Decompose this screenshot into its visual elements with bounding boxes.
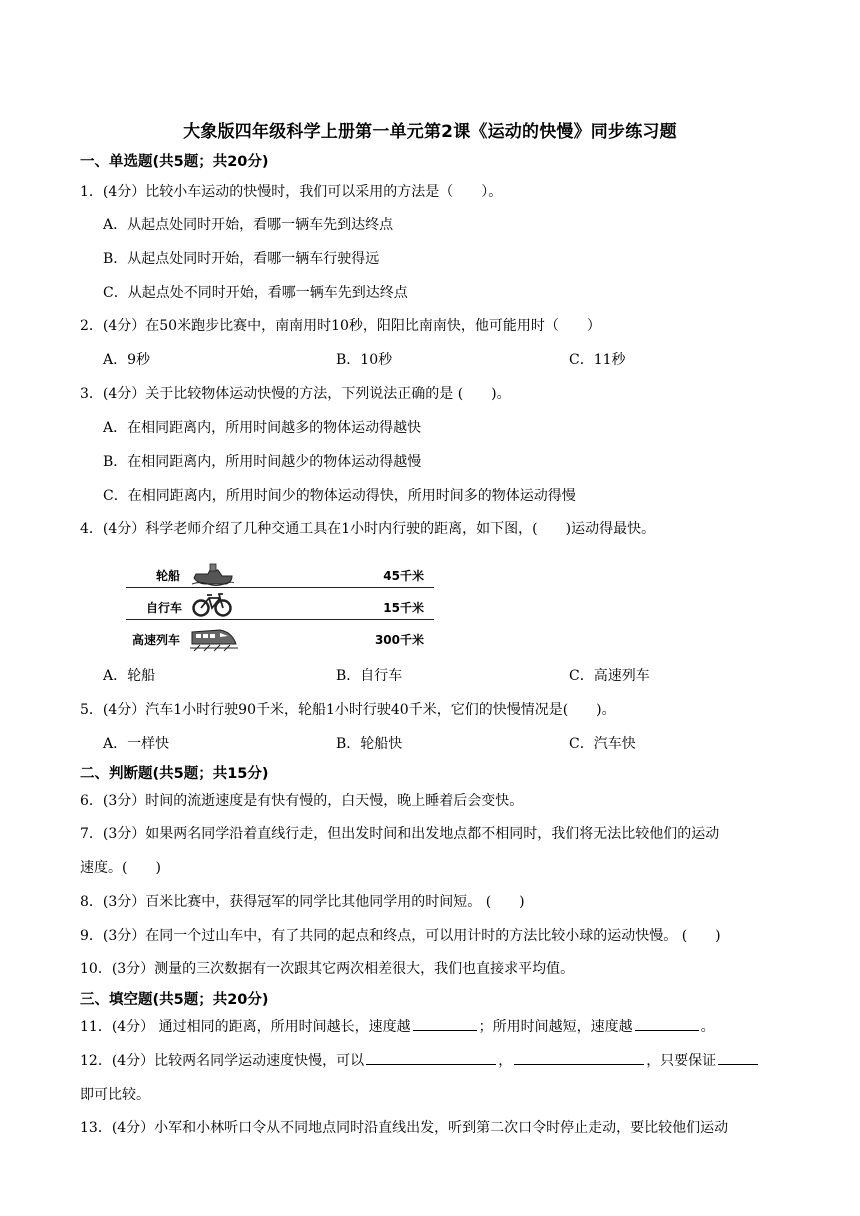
section-heading-true-false: 二、判断题(共5题；共15分): [80, 766, 269, 782]
question-12-part-1: 12．(4分）比较两名同学运动速度快慢，可以: [80, 1053, 365, 1069]
question-5-option-c: C．汽车快: [569, 736, 636, 752]
question-11-part-3: 。: [700, 1019, 715, 1035]
question-7-text-line-2: 速度。( ): [80, 860, 161, 876]
figure-label: 轮船: [156, 569, 181, 583]
question-6-text: 6．(3分）时间的流逝速度是有快有慢的，白天慢，晚上睡着后会变快。: [80, 793, 524, 809]
section-heading-single-choice: 一、单选题(共5题；共20分): [80, 154, 269, 170]
question-5-stem: 5．(4分）汽车1小时行驶90千米，轮船1小时行驶40千米，它们的快慢情况是( )。: [80, 702, 616, 718]
figure-value: 300千米: [374, 633, 424, 647]
question-4-stem: 4．(4分）科学老师介绍了几种交通工具在1小时内行驶的距离，如下图，( )运动得最快。: [80, 521, 656, 537]
question-12-part-3: ，只要保证: [646, 1053, 717, 1069]
question-4-option-a: A．轮船: [103, 668, 156, 684]
answer-blank[interactable]: [413, 1016, 477, 1031]
train-icon: [190, 624, 238, 655]
question-2-option-a: A．9秒: [103, 352, 151, 368]
question-2-option-c: C．11秒: [569, 352, 626, 368]
question-11-part-1: 11．(4分） 通过相同的距离，所用时间越长，速度越: [80, 1019, 411, 1035]
question-10-text: 10．(3分）测量的三次数据有一次跟其它两次相差很大，我们也直接求平均值。: [80, 961, 575, 977]
question-7-text-line-1: 7．(3分）如果两名同学沿着直线行走，但出发时间和出发地点都不相同时，我们将无法比较他们的运动: [80, 826, 720, 842]
question-5-option-a: A．一样快: [103, 736, 170, 752]
question-12-text: [80, 1050, 760, 1070]
question-3-stem: 3．(4分）关于比较物体运动快慢的方法，下列说法正确的是 ( )。: [80, 386, 511, 402]
question-3-option-b: B．在相同距离内，所用时间越少的物体运动得越慢: [103, 454, 422, 470]
question-9-text: 9．(3分）在同一个过山车中，有了共同的起点和终点，可以用计时的方法比较小球的运动快慢。 ( ): [80, 928, 721, 944]
question-4-option-c: C．高速列车: [569, 668, 650, 684]
question-12-text-line-2: 即可比较。: [80, 1087, 150, 1103]
figure-row-bicycle: [126, 590, 434, 620]
figure-divider: [126, 619, 434, 620]
bicycle-icon: [192, 592, 232, 621]
ship-icon: [192, 560, 234, 589]
question-5-option-b: B．轮船快: [336, 736, 403, 752]
answer-blank[interactable]: [635, 1016, 699, 1031]
figure-label: 自行车: [146, 601, 183, 615]
question-3-option-c: C．在相同距离内，所用时间少的物体运动得快，所用时间多的物体运动得慢: [103, 488, 576, 504]
transport-distance-figure: [126, 552, 434, 652]
question-11-part-2: ；所用时间越短，速度越: [478, 1019, 633, 1035]
question-4-option-b: B．自行车: [336, 668, 403, 684]
question-1-option-c: C．从起点处不同时开始，看哪一辆车先到达终点: [103, 285, 408, 301]
question-13-text: 13．(4分）小军和小林听口令从不同地点同时沿直线出发，听到第二次口令时停止走动，要比较他们运动: [80, 1120, 729, 1136]
figure-divider: [126, 587, 434, 588]
question-3-option-a: A．在相同距离内，所用时间越多的物体运动得越快: [103, 420, 422, 436]
answer-blank[interactable]: [366, 1050, 496, 1065]
figure-label: 高速列车: [132, 633, 181, 647]
question-2-stem: 2．(4分）在50米跑步比赛中，南南用时10秒，阳阳比南南快，他可能用时（ ）: [80, 318, 601, 334]
figure-value: 15千米: [383, 601, 424, 615]
question-1-option-a: A．从起点处同时开始，看哪一辆车先到达终点: [103, 217, 394, 233]
answer-blank[interactable]: [514, 1050, 644, 1065]
answer-blank[interactable]: [718, 1050, 758, 1065]
question-11-text: [80, 1016, 715, 1036]
question-2-option-b: B．10秒: [336, 352, 393, 368]
question-1-option-b: B．从起点处同时开始，看哪一辆车行驶得远: [103, 251, 380, 267]
figure-row-train: [126, 622, 434, 652]
question-8-text: 8．(3分）百米比赛中，获得冠军的同学比其他同学用的时间短。 ( ): [80, 894, 525, 910]
question-1-stem: 1．(4分）比较小车运动的快慢时，我们可以采用的方法是（ ）。: [80, 184, 503, 200]
page-title: 大象版四年级科学上册第一单元第2课《运动的快慢》同步练习题: [183, 122, 677, 142]
section-heading-fill-blank: 三、填空题(共5题；共20分): [80, 992, 269, 1008]
figure-value: 45千米: [383, 569, 424, 583]
question-12-part-2: ，: [498, 1053, 513, 1069]
figure-row-ship: [126, 558, 434, 588]
